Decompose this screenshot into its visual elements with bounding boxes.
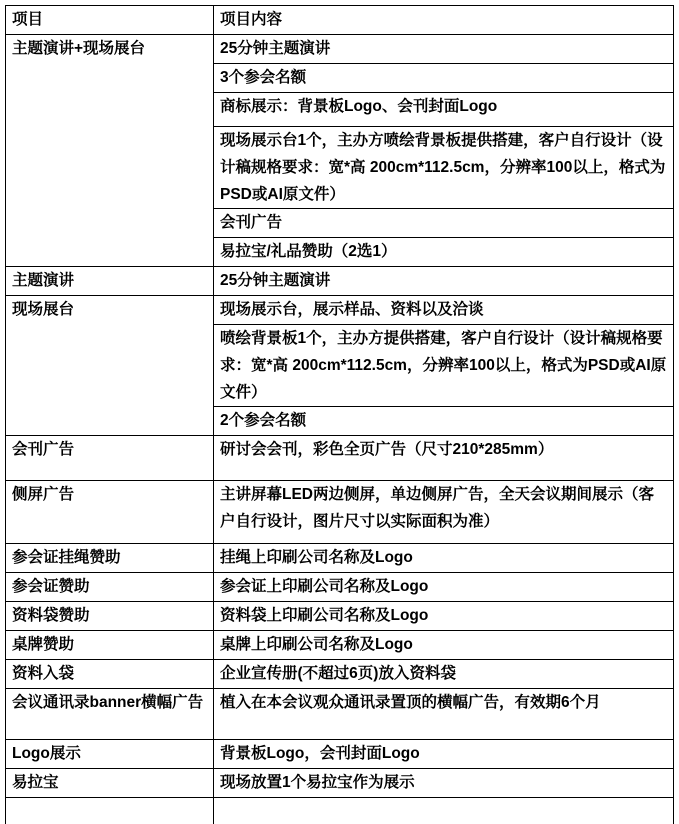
table-row [6,769,674,798]
item-cell: 资料入袋 [6,660,214,689]
content-cell: 植入在本会议观众通讯录置顶的横幅广告，有效期6个月 [214,689,674,740]
sponsorship-items-table [5,5,674,824]
item-cell: 资料袋赞助 [6,602,214,631]
content-cell: 易拉宝/礼品赞助（2选1） [214,238,674,267]
table-row-cutoff [6,798,674,824]
content-cell: 参会证上印刷公司名称及Logo [214,573,674,602]
item-cell: 主题演讲+现场展台 [6,35,214,267]
item-cell: 侧屏广告 [6,481,214,544]
content-cell: 现场放置1个易拉宝作为展示 [214,769,674,798]
content-cell: 喷绘背景板1个，主办方提供搭建，客户自行设计（设计稿规格要求：宽*高 200cm*112.5cm，分辨率100以上，格式为PSD或AI原文件） [214,325,674,407]
table-row [6,602,674,631]
table-row [6,544,674,573]
item-cell: 易拉宝 [6,769,214,798]
content-cell: 主讲屏幕LED两边侧屏，单边侧屏广告，全天会议期间展示（客户自行设计，图片尺寸以实际面积为准） [214,481,674,544]
table-row [6,267,674,296]
item-cell: 现场展台 [6,296,214,436]
content-cell: 2个参会名额 [214,407,674,436]
content-cell: 研讨会会刊，彩色全页广告（尺寸210*285mm） [214,436,674,481]
column-header-item: 项目 [6,6,214,35]
table-row [6,481,674,544]
content-cell [214,798,674,824]
table-row [6,631,674,660]
content-cell: 挂绳上印刷公司名称及Logo [214,544,674,573]
item-cell: 桌牌赞助 [6,631,214,660]
item-cell: 参会证挂绳赞助 [6,544,214,573]
table-row [6,35,674,64]
content-cell: 资料袋上印刷公司名称及Logo [214,602,674,631]
item-cell: 主题演讲 [6,267,214,296]
table-row [6,436,674,481]
table-row [6,296,674,325]
table-row [6,573,674,602]
table-row [6,660,674,689]
item-cell: 参会证赞助 [6,573,214,602]
item-cell: 会议通讯录banner横幅广告 [6,689,214,740]
item-cell [6,798,214,824]
column-header-content: 项目内容 [214,6,674,35]
content-cell: 3个参会名额 [214,64,674,93]
item-cell: Logo展示 [6,740,214,769]
content-cell: 商标展示：背景板Logo、会刊封面Logo [214,93,674,127]
content-cell: 会刊广告 [214,209,674,238]
content-cell: 现场展示台1个，主办方喷绘背景板提供搭建，客户自行设计（设计稿规格要求：宽*高 200cm*112.5cm，分辨率100以上，格式为PSD或AI原文件） [214,127,674,209]
item-cell: 会刊广告 [6,436,214,481]
content-cell: 25分钟主题演讲 [214,267,674,296]
content-cell: 25分钟主题演讲 [214,35,674,64]
document-page [5,5,674,824]
table-row [6,689,674,740]
content-cell: 现场展示台，展示样品、资料以及洽谈 [214,296,674,325]
table-row [6,740,674,769]
content-cell: 企业宣传册(不超过6页)放入资料袋 [214,660,674,689]
table-header-row [6,6,674,35]
content-cell: 桌牌上印刷公司名称及Logo [214,631,674,660]
content-cell: 背景板Logo，会刊封面Logo [214,740,674,769]
